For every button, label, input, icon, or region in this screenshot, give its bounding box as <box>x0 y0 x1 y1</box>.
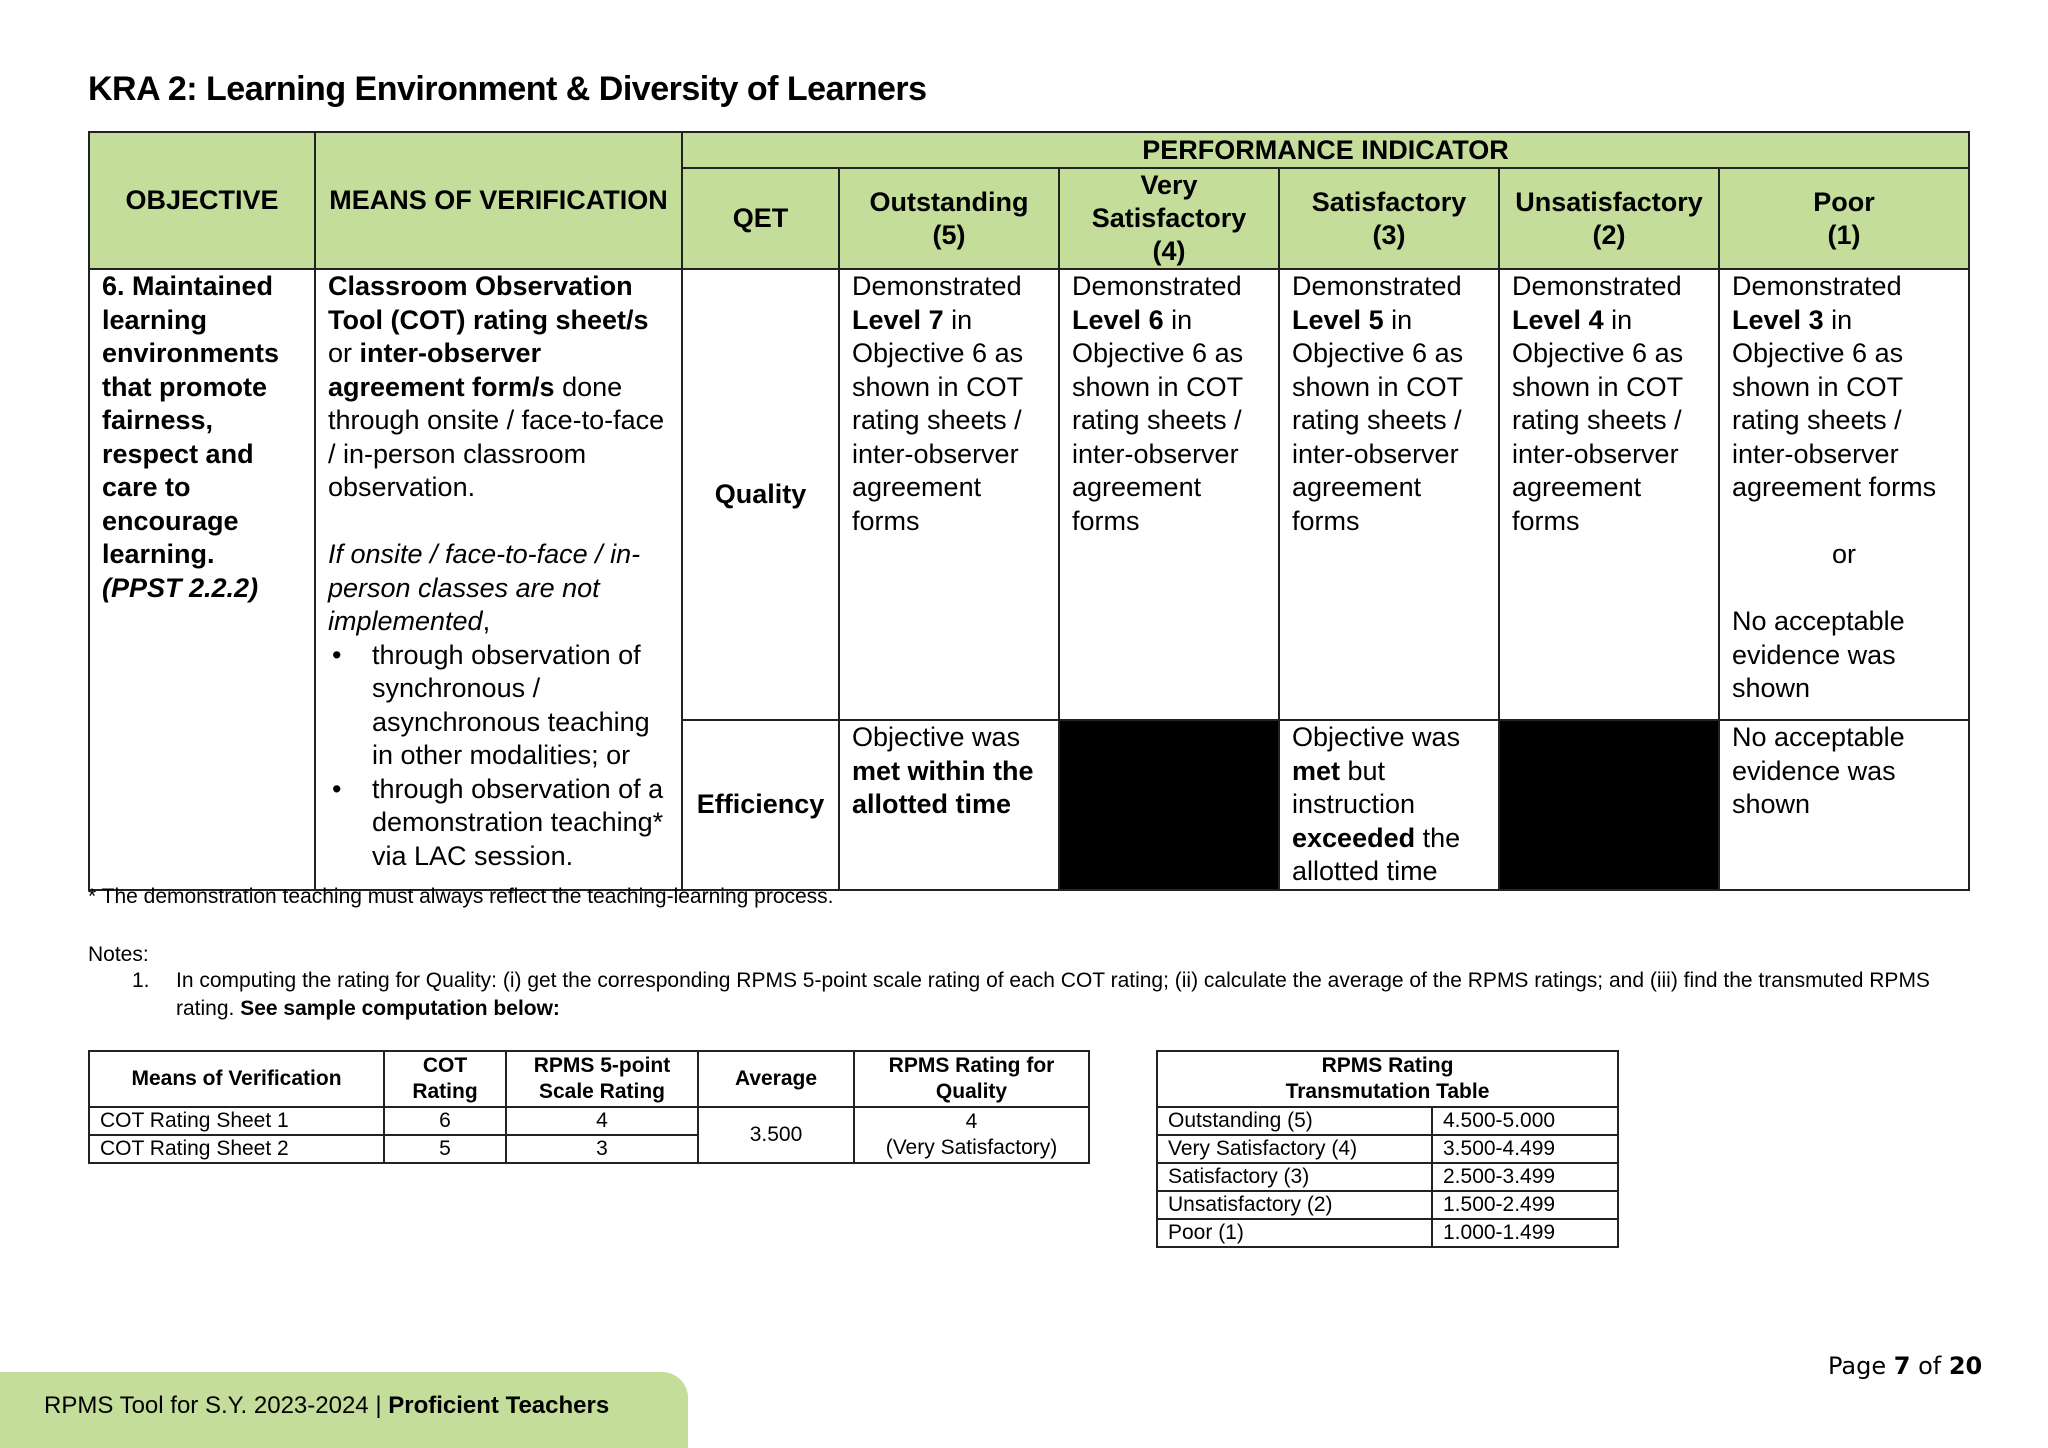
sample-rating: 4 (Very Satisfactory) <box>854 1107 1089 1163</box>
header-objective: OBJECTIVE <box>89 132 315 269</box>
transmutation-title: RPMS Rating Transmutation Table <box>1157 1051 1618 1107</box>
efficiency-poor: No acceptable evidence was shown <box>1719 720 1969 890</box>
means-bullet: • through observation of synchronous / asynchronous teaching in other modalities; or <box>372 639 669 773</box>
header-level-poor: Poor (1) <box>1719 168 1969 269</box>
header-level-outstanding: Outstanding (5) <box>839 168 1059 269</box>
means-bullet: • through observation of a demonstration teaching* via LAC session. <box>372 773 669 874</box>
page-number: Page 7 of 20 <box>1828 1352 1983 1380</box>
efficiency-satisfactory: Objective was met but instruction exceeded the allotted time <box>1279 720 1499 890</box>
table-row: Very Satisfactory (4) 3.500-4.499 <box>1157 1135 1618 1163</box>
means-bullet-list <box>328 639 669 874</box>
header-level-satisfactory: Satisfactory (3) <box>1279 168 1499 269</box>
sample-average: 3.500 <box>698 1107 854 1163</box>
objective-ref: (PPST 2.2.2) <box>102 572 259 603</box>
qet-efficiency: Efficiency <box>682 720 839 890</box>
quality-very-satisfactory: Demonstrated Level 6 in Objective 6 as shown in COT rating sheets / inter-observer agreement forms <box>1059 269 1279 720</box>
table-row: COT Rating Sheet 1 6 4 3.500 4 (Very Satisfactory) <box>89 1107 1089 1135</box>
quality-poor: Demonstrated Level 3 in Objective 6 as shown in COT rating sheets / inter-observer agreement forms or No acceptable evidence was shown <box>1719 269 1969 720</box>
sample-header: Average <box>698 1051 854 1107</box>
table-row: COT Rating Sheet 2 5 3 <box>89 1135 1089 1163</box>
means-of-verification-cell: Classroom Observation Tool (COT) rating sheet/s or inter-observer agreement form/s done through onsite / face-to-face / in-person classroom observation. If onsite / face-to-face / in-person classes are not implemented, • through observation of synchronous / asynchronous teaching in other modalities; or • through observation of a demonstration teaching* via LAC session. <box>315 269 682 890</box>
header-means-of-verification: MEANS OF VERIFICATION <box>315 132 682 269</box>
header-performance-indicator: PERFORMANCE INDICATOR <box>682 132 1969 168</box>
quality-unsatisfactory: Demonstrated Level 4 in Objective 6 as shown in COT rating sheets / inter-observer agreement forms <box>1499 269 1719 720</box>
efficiency-very-satisfactory-blank <box>1059 720 1279 890</box>
page-title: KRA 2: Learning Environment & Diversity of Learners <box>88 70 927 108</box>
sample-header: RPMS 5-point Scale Rating <box>506 1051 698 1107</box>
kra-table <box>88 131 1970 891</box>
sample-header: Means of Verification <box>89 1051 384 1107</box>
objective-text: 6. Maintained learning environments that promote fairness, respect and care to encourage learning. <box>102 271 280 569</box>
qet-quality: Quality <box>682 269 839 720</box>
quality-outstanding: Demonstrated Level 7 in Objective 6 as shown in COT rating sheets / inter-observer agreement forms <box>839 269 1059 720</box>
transmutation-table <box>1156 1050 1619 1248</box>
efficiency-unsatisfactory-blank <box>1499 720 1719 890</box>
quality-satisfactory: Demonstrated Level 5 in Objective 6 as shown in COT rating sheets / inter-observer agreement forms <box>1279 269 1499 720</box>
sample-header: COT Rating <box>384 1051 506 1107</box>
table-row: Outstanding (5) 4.500-5.000 <box>1157 1107 1618 1135</box>
header-qet: QET <box>682 168 839 269</box>
table-row: Poor (1) 1.000-1.499 <box>1157 1219 1618 1247</box>
table-row: Satisfactory (3) 2.500-3.499 <box>1157 1163 1618 1191</box>
efficiency-outstanding: Objective was met within the allotted time <box>839 720 1059 890</box>
header-level-unsatisfactory: Unsatisfactory (2) <box>1499 168 1719 269</box>
header-level-very-satisfactory: Very Satisfactory (4) <box>1059 168 1279 269</box>
note-item: 1. In computing the rating for Quality: (i) get the corresponding RPMS 5-point scale rating of each COT rating; (ii) calculate the average of the RPMS ratings; and (iii) find the transmuted RPMS rating. See sample computation below: <box>132 969 1930 1020</box>
objective-cell <box>89 269 315 890</box>
notes-label: Notes: <box>88 943 149 966</box>
footer-label: RPMS Tool for S.Y. 2023-2024 | Proficient Teachers <box>44 1392 610 1419</box>
sample-computation-table <box>88 1050 1090 1164</box>
footnote: * The demonstration teaching must always reflect the teaching-learning process. <box>88 885 834 908</box>
sample-header: RPMS Rating for Quality <box>854 1051 1089 1107</box>
table-row: Unsatisfactory (2) 1.500-2.499 <box>1157 1191 1618 1219</box>
